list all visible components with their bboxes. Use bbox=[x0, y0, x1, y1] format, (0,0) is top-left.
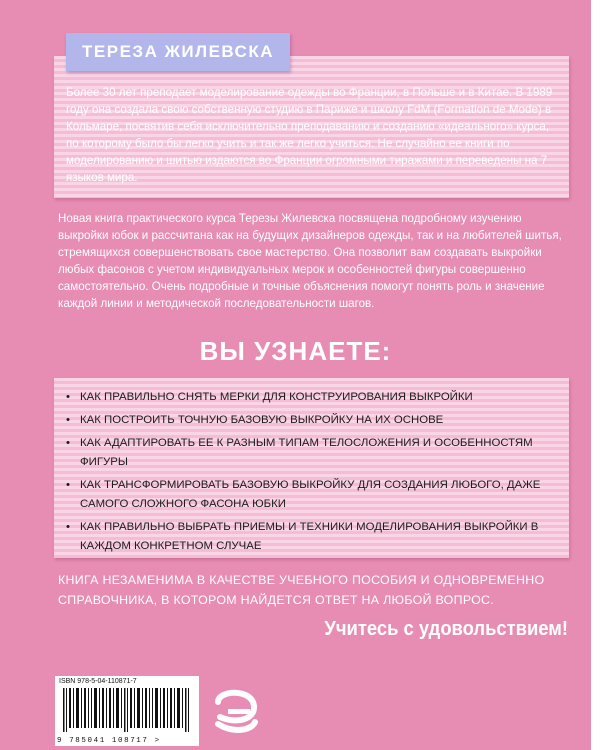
eksmo-logo-icon bbox=[214, 684, 260, 740]
book-description: Новая книга практического курса Терезы Жилевска посвящена подробному изучению выкройки юбок и рассчитана как на будущих дизайнеров одежды, так и на любителей шитья, стремящихся совершенствовать свое мастерство. Она позволит вам создавать выкройки любых фасонов с учетом индивидуальных мерок и особенностей фигуры совершенно самостоятельно. Очень подробные и точные объяснения помогут понять роль и значение каждой линии и методической последовательности шагов. bbox=[58, 212, 562, 310]
list-item-text: КАК ПОСТРОИТЬ ТОЧНУЮ БАЗОВУЮ ВЫКРОЙКУ НА ИХ ОСНОВЕ bbox=[80, 414, 444, 426]
learn-heading: ВЫ УЗНАЕТЕ: bbox=[199, 336, 392, 366]
learn-points-list bbox=[66, 388, 562, 560]
list-item-text: КАК АДАПТИРОВАТЬ ЕЕ К РАЗНЫМ ТИПАМ ТЕЛОСЛОЖЕНИЯ И ОСОБЕННОСТЯМ ФИГУРЫ bbox=[80, 437, 533, 468]
list-item bbox=[66, 518, 562, 556]
barcode-bars bbox=[63, 688, 191, 732]
author-name-tag: ТЕРЕЗА ЖИЛЕВСКА bbox=[66, 33, 290, 71]
list-item-text: КАК ТРАНСФОРМИРОВАТЬ БАЗОВУЮ ВЫКРОЙКУ ДЛЯ СОЗДАНИЯ ЛЮБОГО, ДАЖЕ САМОГО СЛОЖНОГО ФАСОНА ЮБКИ bbox=[80, 479, 541, 510]
barcode-digits: 9 785041 108717 > bbox=[57, 737, 161, 745]
bullet-icon: • bbox=[66, 479, 70, 491]
isbn-label: ISBN 978-5-04-110871-7 bbox=[59, 678, 137, 685]
bullet-icon: • bbox=[66, 414, 70, 426]
list-item bbox=[66, 411, 562, 430]
bullet-icon: • bbox=[66, 391, 70, 403]
list-item bbox=[66, 388, 562, 407]
list-item bbox=[66, 434, 562, 472]
bullet-icon: • bbox=[66, 437, 70, 449]
bullet-icon: • bbox=[66, 521, 70, 533]
list-item-text: КАК ПРАВИЛЬНО СНЯТЬ МЕРКИ ДЛЯ КОНСТРУИРОВАНИЯ ВЫКРОЙКИ bbox=[80, 391, 473, 403]
book-summary: КНИГА НЕЗАМЕНИМА В КАЧЕСТВЕ УЧЕБНОГО ПОСОБИЯ И ОДНОВРЕМЕННО СПРАВОЧНИКА, В КОТОРОМ НАЙДЕТСЯ ОТВЕТ НА ЛЮБОЙ ВОПРОС. bbox=[58, 573, 545, 607]
slogan: Учитесь с удовольствием! bbox=[324, 618, 568, 640]
page-edge bbox=[591, 0, 600, 750]
list-item-text: КАК ПРАВИЛЬНО ВЫБРАТЬ ПРИЕМЫ И ТЕХНИКИ МОДЕЛИРОВАНИЯ ВЫКРОЙКИ В КАЖДОМ КОНКРЕТНОМ СЛУЧАЕ bbox=[80, 521, 539, 552]
author-bio-text: Более 30 лет преподает моделирование одежды во Франции, в Польше и в Китае. В 1989 году она создала свою собственную студию в Париже и школу FdM (Formation de Mode) в Кольмаре, посвятив себя исключительно преподаванию и созданию «идеального» курса, по которому было бы легко учить и так же легко учиться. Не случайно ее книги по моделированию и шитью издаются во Франции огромными тиражами и переведены на 7 языков мира. bbox=[66, 86, 553, 184]
list-item bbox=[66, 476, 562, 514]
barcode bbox=[55, 676, 199, 746]
